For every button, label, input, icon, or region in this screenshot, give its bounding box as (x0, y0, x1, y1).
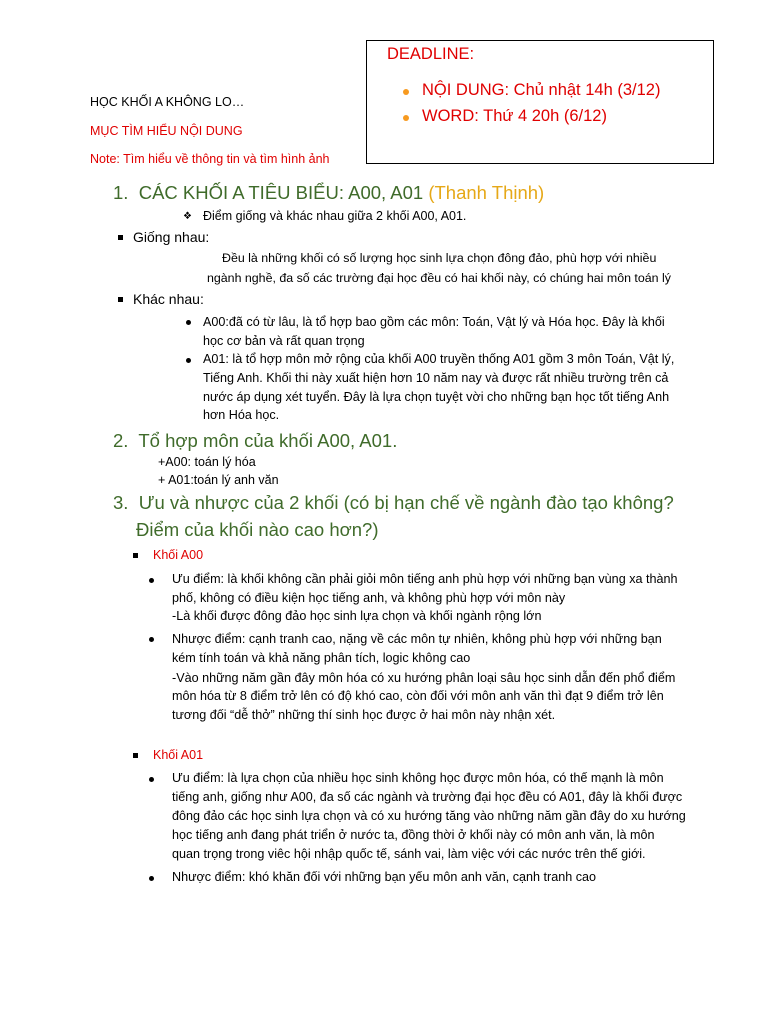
doc-subtitle: MỤC TÌM HIỂU NỘI DUNG (90, 124, 243, 138)
a00-cons-line: -Vào những năm gần đây môn hóa có xu hướng phân loại sâu học sinh dẫn đến phổ điểm (172, 671, 676, 685)
a00-cons-line: tương đối “dễ thở” những thí sinh học được ở hai môn này nhận xét. (172, 708, 556, 722)
diff-a01-line: A01: là tổ hợp môn mở rộng của khối A00 truyền thống A01 gồm 3 môn Toán, Vật lý, (203, 352, 675, 366)
a01-pros-line: quan trọng trong viêc hội nhập quốc tế, sánh vai, làm việc với các nước trên thế giới. (172, 847, 646, 861)
diff-a00-line: A00:đã có từ lâu, là tổ hợp bao gồm các môn: Toán, Vật lý và Hóa học. Đây là khối (203, 315, 665, 329)
diff-a01-line: Tiếng Anh. Khối thi này xuất hiện hơn 10 năm nay và được rất nhiều trường trên cả (203, 371, 669, 385)
section-1-sub: Điểm giống và khác nhau giữa 2 khối A00, A01. (203, 209, 467, 223)
a01-cons-line: Nhược điểm: khó khăn đối với những bạn yếu môn anh văn, cạnh tranh cao (172, 870, 597, 884)
doc-title: HỌC KHỐI A KHÔNG LO… (90, 95, 245, 109)
diff-a00-line: học cơ bản và rất quan trọng (203, 334, 365, 348)
diff-label: Khác nhau: (133, 291, 204, 307)
section-2-heading: 2. Tổ hợp môn của khối A00, A01. (113, 430, 398, 451)
section-3-heading-cont: Điểm của khối nào cao hơn?) (136, 519, 379, 540)
square-bullet-icon (118, 235, 123, 240)
section-1-heading: 1. CÁC KHỐI A TIÊU BIỂU: A00, A01 (Thanh Thịnh) (113, 182, 545, 203)
deadline-title: DEADLINE: (387, 45, 475, 63)
bullet-icon (403, 89, 409, 95)
same-line: Đều là những khối có số lượng học sinh lựa chọn đông đảo, phù hợp với nhiều (222, 251, 657, 265)
a00-pros-line: -Là khối được đông đảo học sinh lựa chọn và khối ngành rộng lớn (172, 609, 542, 623)
bullet-icon (149, 777, 154, 782)
bullet-icon (149, 578, 154, 583)
a00-label: Khối A00 (153, 548, 204, 562)
a00-cons-line: Nhược điểm: cạnh tranh cao, nặng về các môn tự nhiên, không phù hợp với những bạn (172, 632, 662, 646)
a00-cons-line: môn hóa từ 8 điểm trở lên có độ khó cao, còn đối với môn anh văn thì đạt 9 điểm trở lên (172, 689, 664, 703)
a01-pros-line: Ưu điểm: là lựa chọn của nhiều học sinh không học được môn hóa, có thế mạnh là môn (172, 771, 664, 785)
deadline-box (366, 40, 714, 164)
square-bullet-icon (133, 753, 138, 758)
square-bullet-icon (118, 297, 123, 302)
combo-a01: + A01:toán lý anh văn (158, 473, 279, 487)
diamond-bullet-icon: ❖ (183, 211, 192, 222)
deadline-item: NỘI DUNG: Chủ nhật 14h (3/12) (422, 81, 660, 100)
bullet-icon (149, 876, 154, 881)
section-3-heading: 3. Ưu và nhược của 2 khối (có bị hạn chế về ngành đào tạo không? (113, 492, 674, 513)
same-line: ngành nghề, đa số các trường đại học đều có hai khối này, có chúng hai môn toán lý (207, 271, 671, 285)
a00-cons-line: kém tính toán và khả năng phân tích, logic không cao (172, 651, 471, 665)
bullet-icon (149, 637, 154, 642)
bullet-icon (186, 320, 191, 325)
a01-pros-line: đông đảo các học sinh lựa chọn và có xu hướng tăng vào những năm gần đây do xu hướng (172, 809, 686, 823)
diff-a01-line: nước áp dụng xét tuyển. Đây là lựa chọn tuyệt vời cho những bạn học tốt tiếng Anh (203, 390, 670, 404)
a01-label: Khối A01 (153, 748, 204, 762)
bullet-icon (403, 115, 409, 121)
doc-note: Note: Tìm hiểu về thông tin và tìm hình ảnh (90, 152, 330, 166)
bullet-icon (186, 358, 191, 363)
section-1-author: (Thanh Thịnh) (428, 182, 545, 203)
square-bullet-icon (133, 553, 138, 558)
a00-pros-line: Ưu điểm: là khối không cần phải giỏi môn tiếng anh phù hợp với những bạn vùng xa thành (172, 572, 678, 586)
deadline-item: WORD: Thứ 4 20h (6/12) (422, 107, 607, 126)
a01-pros-line: tiếng anh, giống như A00, đa số các ngành và trường đại học đều có A01, đây là khối được (172, 790, 683, 804)
same-label: Giống nhau: (133, 229, 210, 245)
a01-pros-line: học tiếng anh đang phát triển ở nước ta, đồng thời ở khối này có môn anh văn, là môn (172, 828, 655, 842)
combo-a00: +A00: toán lý hóa (158, 455, 256, 469)
diff-a01-line: hơn Hóa học. (203, 408, 280, 422)
a00-pros-line: phố, không có điều kiện học tiếng anh, và không phù hợp với môn này (172, 591, 566, 605)
